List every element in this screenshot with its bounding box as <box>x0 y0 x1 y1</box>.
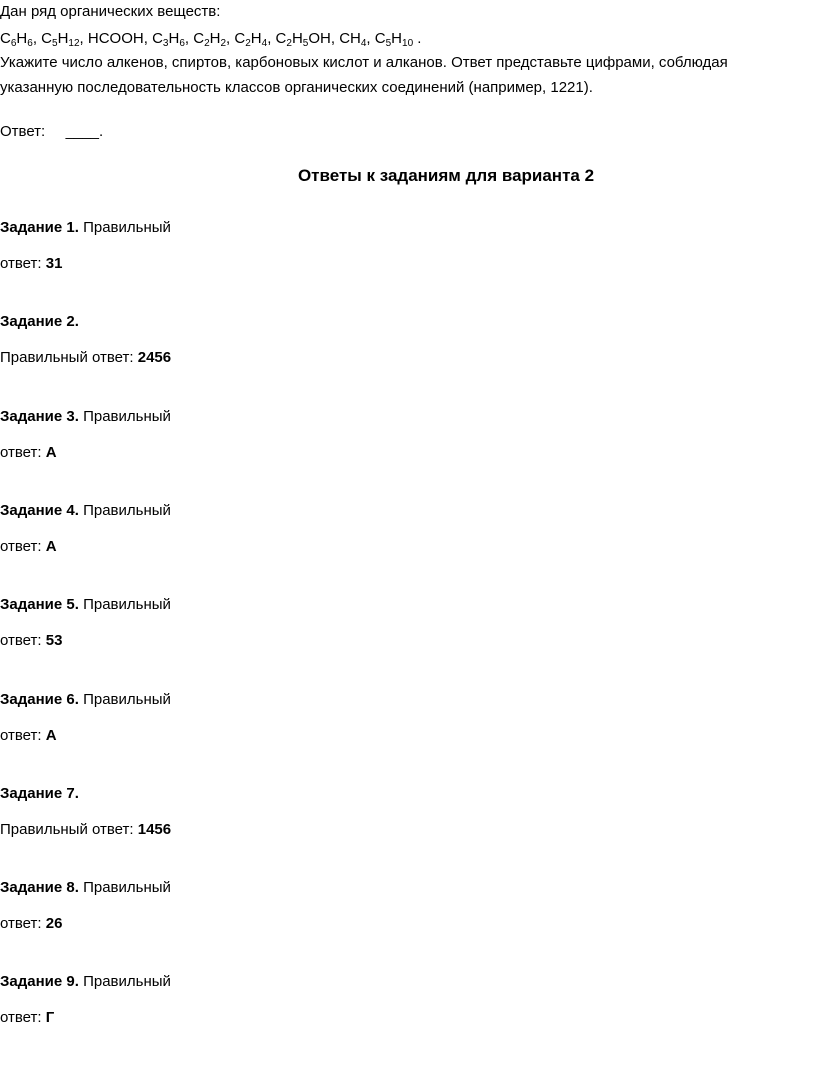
task-answer-prefix: ответ: <box>0 632 46 650</box>
task-answer-line <box>0 443 57 463</box>
formula: $C_2H_4$ <box>234 30 268 49</box>
task-number: Задание 8. <box>0 879 79 897</box>
formula: $C_5H_{10}$ <box>374 30 414 49</box>
task-answer-line <box>0 537 57 557</box>
task-number: Задание 1. <box>0 219 79 236</box>
task-title <box>0 407 171 427</box>
task-inline-text: Правильный <box>78 501 171 519</box>
task-number: Задание 9. <box>0 973 79 991</box>
task-answer-line <box>0 914 62 934</box>
task-answer-value: Г <box>45 1009 55 1027</box>
task-answer-value: А <box>45 537 57 555</box>
task-number: Задание 5. <box>0 596 79 614</box>
task-answer-value: А <box>45 443 57 461</box>
question-instruction-line-2: указанную последовательность классов органических соединений (например, 1221). <box>0 79 593 96</box>
formula: $CH_4$ <box>339 30 367 49</box>
task-answer-value: А <box>45 726 57 744</box>
task-title <box>0 501 171 521</box>
task-number: Задание 4. <box>0 501 79 519</box>
task-answer-prefix: ответ: <box>0 1009 46 1027</box>
task-number: Задание 3. <box>0 407 79 425</box>
answer-label: Ответ: <box>0 123 46 140</box>
task-answer-line <box>0 348 171 368</box>
task-answer-prefix: ответ: <box>0 443 46 461</box>
formula: $C_6H_6$ <box>0 30 33 49</box>
task-answer-value: 26 <box>45 915 63 933</box>
task-answer-prefix: Правильный ответ: <box>0 820 138 838</box>
task-number: Задание 2. <box>0 313 79 331</box>
formula: $C_2H_2$ <box>193 30 227 49</box>
answers-heading: Ответы к заданиям для варианта 2 <box>297 166 595 185</box>
answer-blank: ____. <box>65 123 104 140</box>
task-inline-text: Правильный <box>78 596 171 614</box>
task-answer-line <box>0 1008 54 1028</box>
task-answer-line <box>0 726 57 746</box>
formula: $C_2H_5OH$ <box>275 30 331 49</box>
formula: HCOOH <box>87 30 144 47</box>
task-answer-prefix: ответ: <box>0 255 46 272</box>
question-intro: Дан ряд органических веществ: <box>0 3 221 20</box>
task-answer-prefix: ответ: <box>0 915 46 933</box>
task-answer-value: 31 <box>45 255 63 272</box>
task-answer-line <box>0 631 62 651</box>
task-title <box>0 595 171 615</box>
task-number: Задание 7. <box>0 784 79 802</box>
task-answer-value: 1456 <box>137 820 172 838</box>
task-inline-text: Правильный <box>78 407 171 425</box>
question-instruction-line-1: Укажите число алкенов, спиртов, карбоновых кислот и алканов. Ответ представьте цифрами, соблюдая <box>0 54 728 71</box>
task-answer-line <box>0 820 171 840</box>
task-title <box>0 784 79 804</box>
answer-line <box>0 122 103 142</box>
formula-list: $C_6H_6$, $C_5H_{12}$, HCOOH, $C_3H_6$, $C_2H_2$, $C_2H_4$, $C_2H_5OH$, $CH_4$, $C_5H_{10}$ . <box>0 30 422 49</box>
formula: $C_5H_{12}$ <box>41 30 80 49</box>
task-answer-line <box>0 254 62 274</box>
task-answer-value: 2456 <box>137 349 172 367</box>
task-inline-text: Правильный <box>78 973 171 991</box>
task-number: Задание 6. <box>0 690 79 708</box>
task-inline-text: Правильный <box>78 879 171 897</box>
task-answer-value: 53 <box>45 632 63 650</box>
task-inline-text: Правильный <box>78 219 171 236</box>
task-answer-prefix: ответ: <box>0 726 46 744</box>
task-title <box>0 690 171 710</box>
task-title <box>0 972 171 992</box>
task-inline-text: Правильный <box>78 690 171 708</box>
task-answer-prefix: Правильный ответ: <box>0 349 138 367</box>
task-title <box>0 878 171 898</box>
task-answer-prefix: ответ: <box>0 537 46 555</box>
task-title <box>0 218 171 238</box>
task-title <box>0 312 79 332</box>
formula: $C_3H_6$ <box>152 30 185 49</box>
